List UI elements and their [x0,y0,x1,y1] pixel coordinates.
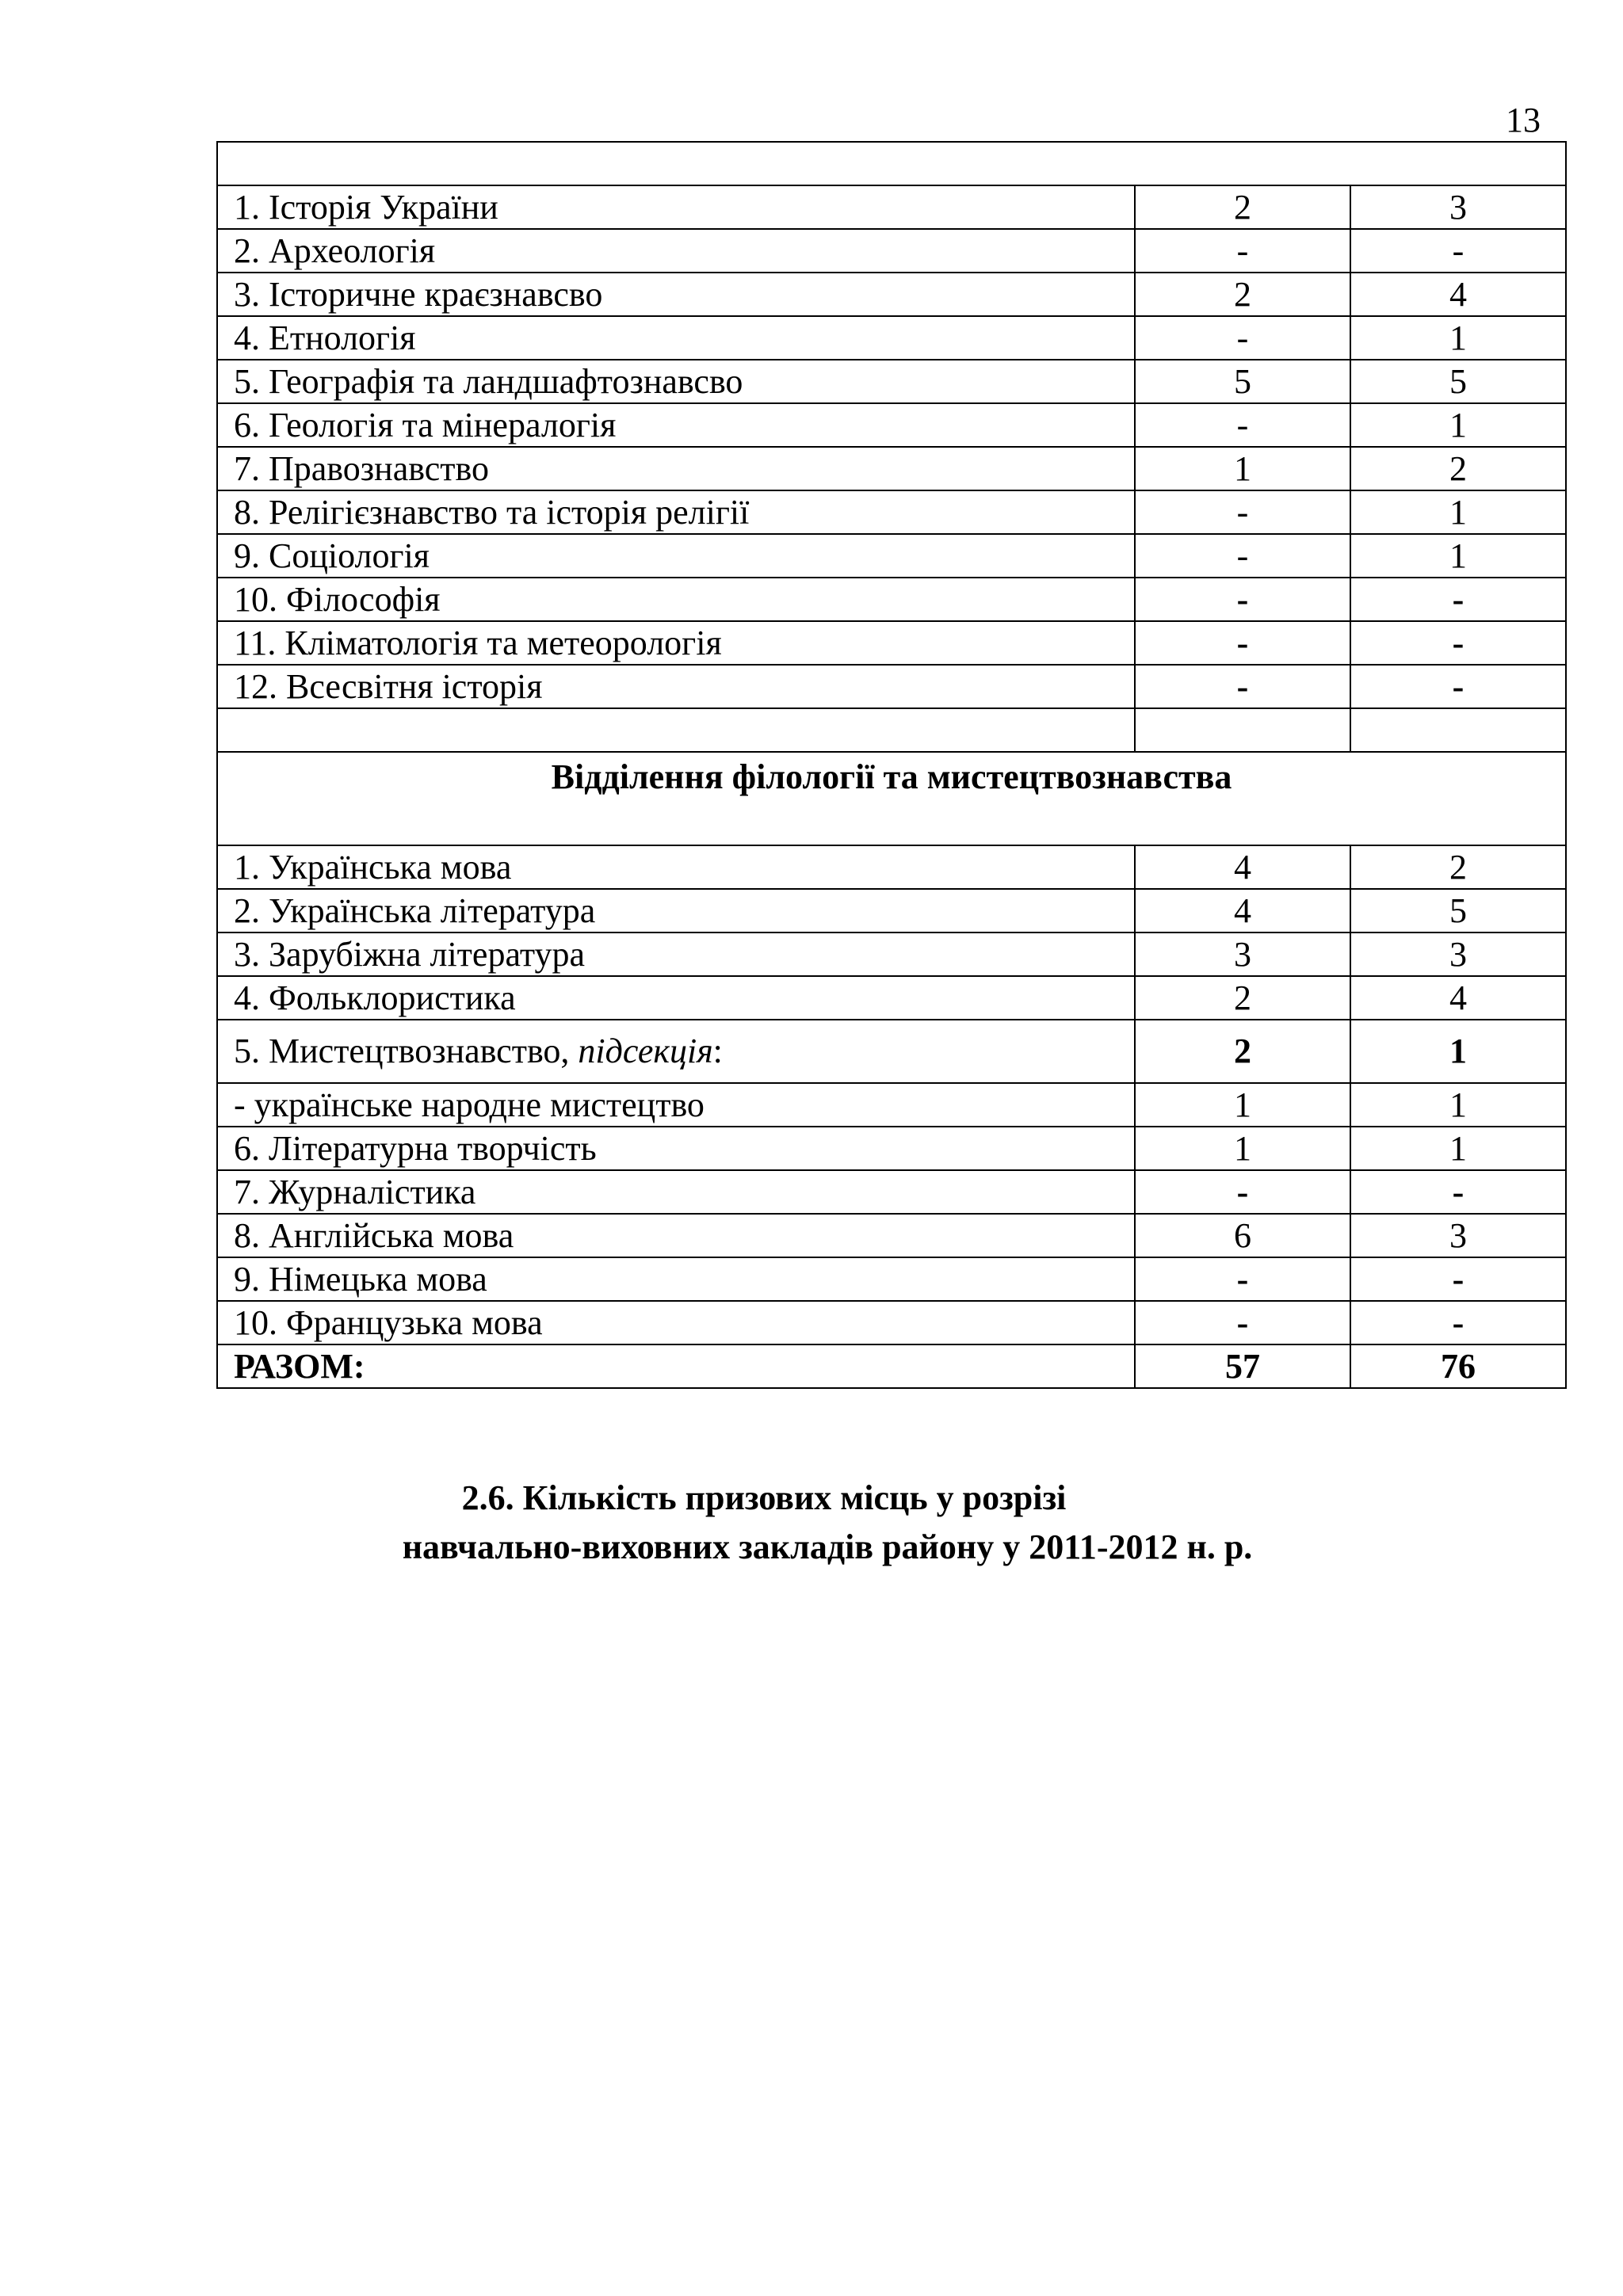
value-cell-1: 2 [1135,1020,1350,1083]
subject-cell: 2. Українська література [217,889,1135,933]
subject-italic: підсекція [578,1032,713,1070]
subject-tail: : [712,1032,723,1070]
value-cell-1: 5 [1135,360,1350,403]
value-cell-2: 2 [1350,845,1566,889]
subject-cell: 3. Історичне краєзнавсво [217,273,1135,316]
subject-cell: 9. Соціологія [217,534,1135,578]
subject-cell: 7. Журналістика [217,1170,1135,1214]
subject-cell: 6. Літературна творчість [217,1127,1135,1170]
subject-cell: 11. Кліматологія та метеорологія [217,621,1135,665]
value-cell-2: 3 [1350,933,1566,976]
value-cell-1: 1 [1135,1083,1350,1127]
table-row-empty-top [217,142,1566,185]
total-label: РАЗОМ: [217,1344,1135,1388]
subject-cell: 3. Зарубіжна література [217,933,1135,976]
value-cell-2: - [1350,1301,1566,1344]
value-cell-2: - [1350,1257,1566,1301]
table-row-art-studies [217,1020,1566,1083]
subject-cell: 4. Фольклористика [217,976,1135,1020]
value-cell-1: 4 [1135,845,1350,889]
value-cell-2: 5 [1350,889,1566,933]
value-cell-2: - [1350,1170,1566,1214]
value-cell-1: 1 [1135,1127,1350,1170]
subject-cell: 6. Геологія та мінералогія [217,403,1135,447]
subject-cell: 12. Всесвітня історія [217,665,1135,708]
value-cell-1: - [1135,229,1350,273]
value-cell-1: - [1135,1257,1350,1301]
table-row [217,403,1566,447]
table-row [217,1257,1566,1301]
subject-cell: 8. Англійська мова [217,1214,1135,1257]
value-cell-1: - [1135,665,1350,708]
subject-cell: 1. Історія України [217,185,1135,229]
table-row [217,933,1566,976]
table-row [217,273,1566,316]
value-cell-2: 5 [1350,360,1566,403]
value-cell-1: 6 [1135,1214,1350,1257]
value-cell-2: 3 [1350,185,1566,229]
value-cell-2: - [1350,578,1566,621]
table-row [217,316,1566,360]
table-row [217,534,1566,578]
value-cell-1: - [1135,578,1350,621]
value-cell-1: - [1135,490,1350,534]
subject-cell: 2. Археологія [217,229,1135,273]
section-caption-line-1: 2.6. Кількість призових місць у розрізі [461,1478,1067,1517]
value-cell-1: - [1135,403,1350,447]
total-row [217,1344,1566,1388]
value-cell-1: 3 [1135,933,1350,976]
value-cell-2: 1 [1350,316,1566,360]
empty-cell [1135,708,1350,752]
value-cell-1: - [1135,534,1350,578]
value-cell-2: 1 [1350,1083,1566,1127]
table-row [217,1170,1566,1214]
subject-cell: 5. Географія та ландшафтознавсво [217,360,1135,403]
subject-cell: 9. Німецька мова [217,1257,1135,1301]
value-cell-2: 1 [1350,1020,1566,1083]
table-row [217,578,1566,621]
table-row [217,360,1566,403]
results-table [216,141,1567,1389]
value-cell-2: - [1350,229,1566,273]
table-row [217,447,1566,490]
empty-cell [217,708,1135,752]
value-cell-2: 4 [1350,976,1566,1020]
value-cell-2: 4 [1350,273,1566,316]
value-cell-1: 2 [1135,976,1350,1020]
subject-cell: - українське народне мистецтво [217,1083,1135,1127]
total-value-2: 76 [1350,1344,1566,1388]
table-row [217,185,1566,229]
empty-cell [217,142,1566,185]
subject-cell: 7. Правознавство [217,447,1135,490]
value-cell-2: 1 [1350,403,1566,447]
subject-cell: 4. Етнологія [217,316,1135,360]
subject-cell: 10. Філософія [217,578,1135,621]
table-row-empty [217,708,1566,752]
subject-main: 5. Мистецтвознавство, [234,1032,570,1070]
table-row [217,621,1566,665]
value-cell-1: 4 [1135,889,1350,933]
table-row [217,1083,1566,1127]
table-row [217,665,1566,708]
empty-cell [1350,708,1566,752]
value-cell-1: - [1135,1301,1350,1344]
value-cell-2: 3 [1350,1214,1566,1257]
page-number: 13 [1506,101,1541,139]
value-cell-2: - [1350,665,1566,708]
section-caption-line-2: навчально-виховних закладів району у 2011-2012 н. р. [402,1527,1253,1566]
subject-cell [217,1020,1135,1083]
table-row [217,490,1566,534]
table-row [217,1214,1566,1257]
value-cell-1: 2 [1135,185,1350,229]
subject-cell: 10. Французька мова [217,1301,1135,1344]
value-cell-2: 1 [1350,490,1566,534]
value-cell-2: - [1350,621,1566,665]
section-title: Відділення філології та мистецтвознавства [217,752,1566,845]
value-cell-1: - [1135,621,1350,665]
section-header-row [217,752,1566,845]
table-row [217,1127,1566,1170]
value-cell-2: 2 [1350,447,1566,490]
table-row [217,845,1566,889]
table-row [217,1301,1566,1344]
table-row [217,976,1566,1020]
subject-cell: 8. Релігієзнавство та історія релігії [217,490,1135,534]
value-cell-2: 1 [1350,1127,1566,1170]
value-cell-1: 1 [1135,447,1350,490]
value-cell-2: 1 [1350,534,1566,578]
table-row [217,889,1566,933]
value-cell-1: - [1135,1170,1350,1214]
subject-cell: 1. Українська мова [217,845,1135,889]
value-cell-1: 2 [1135,273,1350,316]
value-cell-1: - [1135,316,1350,360]
table-row [217,229,1566,273]
total-value-1: 57 [1135,1344,1350,1388]
